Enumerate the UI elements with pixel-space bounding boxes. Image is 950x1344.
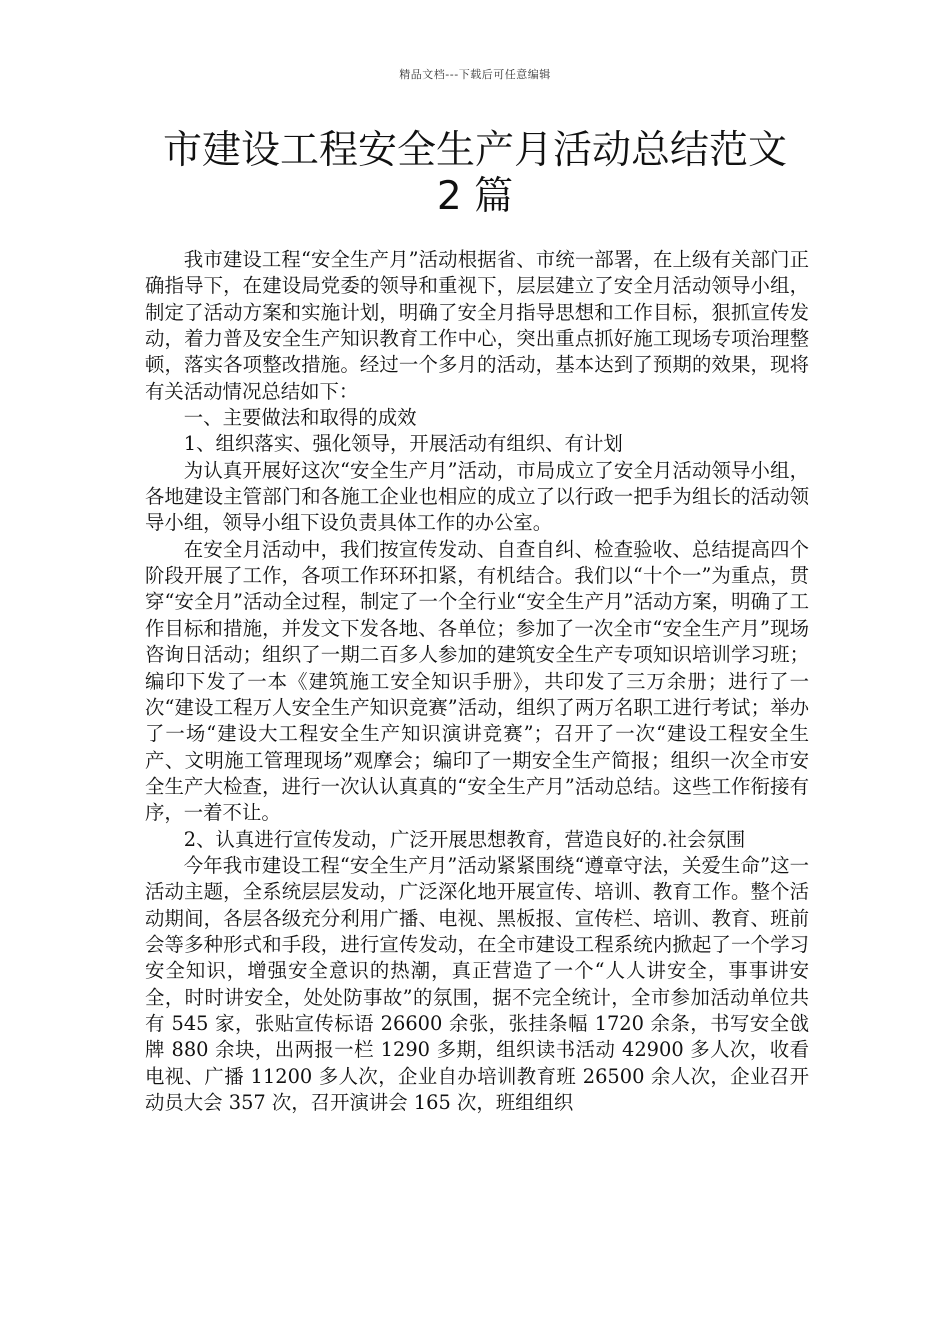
header-note: 精品文档---下载后可任意编辑	[399, 68, 551, 81]
document-body	[145, 247, 809, 1116]
subsection-heading: 2、认真进行宣传发动，广泛开展思想教育，营造良好的.社会氛围	[183, 827, 746, 851]
subsection-heading: 1、组织落实、强化领导，开展活动有组织、有计划	[183, 432, 623, 456]
body-paragraph: 今年我市建设工程“安全生产月”活动紧紧围绕“遵章守法，关爱生命”这一活动主题，全系统层层发动，广泛深化地开展宣传、培训、教育工作。整个活动期间，各层各级充分利用广播、电视、黑板报、宣传栏、培训、教育、班前会等多种形式和手段，进行宣传发动，在全市建设工程系统内掀起了一个学习安全知识，增强安全意识的热潮，真正营造了一个“人人讲安全，事事讲安全，时时讲安全，处处防事故”的氛围，据不完全统计，全市参加活动单位共有 545 家，张贴宣传标语 26600 余张，张挂条幅 1720 余条，书写安全戗牌 880 余块，出两报一栏 1290 多期，组织读书活动 42900 多人次，收看电视、广播 11200 多人次，企业自办培训教育班 26500 余人次，企业召开动员大会 357 次，召开演讲会 165 次，班组组织	[145, 853, 809, 1114]
section-heading: 一、主要做法和取得的成效	[183, 406, 417, 430]
document-title: 市建设工程安全生产月活动总结范文 2 篇	[162, 128, 787, 219]
intro-paragraph: 我市建设工程“安全生产月”活动根据省、市统一部署，在上级有关部门正确指导下，在建设局党委的领导和重视下，层层建立了安全月活动领导小组，制定了活动方案和实施计划，明确了安全月指导思想和工作目标，狠抓宣传发动，着力普及安全生产知识教育工作中心，突出重点抓好施工现场专项治理整顿，落实各项整改措施。经过一个多月的活动，基本达到了预期的效果，现将有关活动情况总结如下：	[145, 248, 809, 403]
body-paragraph: 为认真开展好这次“安全生产月”活动，市局成立了安全月活动领导小组，各地建设主管部门和各施工企业也相应的成立了以行政一把手为组长的活动领导小组，领导小组下设负责具体工作的办公室。	[145, 458, 809, 535]
body-paragraph: 在安全月活动中，我们按宣传发动、自查自纠、检查验收、总结提高四个阶段开展了工作，各项工作环环扣紧，有机结合。我们以“十个一”为重点，贯穿“安全月”活动全过程，制定了一个全行业“安全生产月”活动方案，明确了工作目标和措施，并发文下发各地、各单位；参加了一次全市“安全生产月”现场咨询日活动；组织了一期二百多人参加的建筑安全生产专项知识培训学习班；编印下发了一本《建筑施工安全知识手册》，共印发了三万余册；进行了一次“建设工程万人安全生产知识竞赛”活动，组织了两万名职工进行考试；举办了一场“建设大工程安全生产知识演讲竞赛”；召开了一次“建设工程安全生产、文明施工管理现场”观摩会；编印了一期安全生产简报；组织一次全市安全生产大检查，进行一次认认真真的“安全生产月”活动总结。这些工作衔接有序，一着不让。	[145, 537, 809, 825]
